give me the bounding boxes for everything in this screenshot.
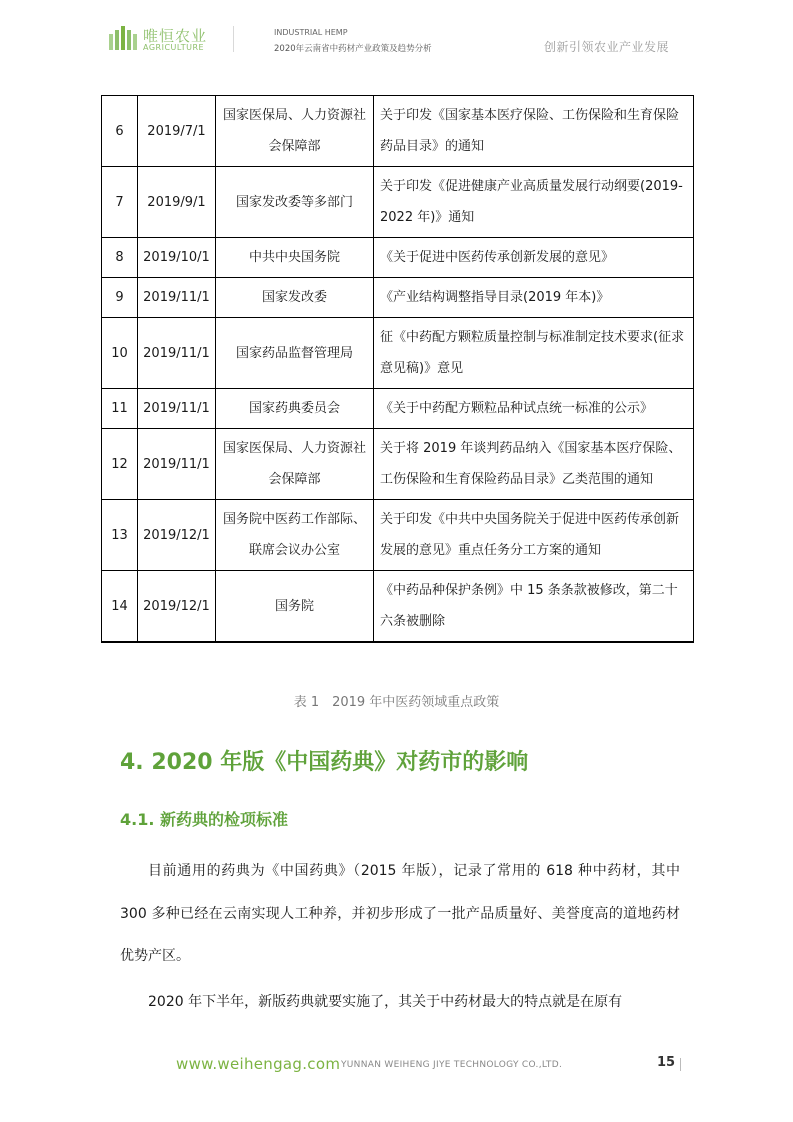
row-policy-title: 《中药品种保护条例》中 15 条条款被修改，第二十六条被删除 [374,571,694,643]
row-number: 11 [102,389,138,429]
row-date: 2019/9/1 [138,167,216,238]
page-number: 15 [657,1055,676,1070]
brand-name-en: AGRICULTURE [143,43,205,52]
brand-name: 唯恒农业 [143,27,208,45]
row-policy-title: 《产业结构调整指导目录(2019 年本)》 [374,278,694,318]
table-row [102,500,694,571]
table-row [102,167,694,238]
row-policy-title: 关于将 2019 年谈判药品纳入《国家基本医疗保险、工伤保险和生育保险药品目录》乙类范围的通知 [374,429,694,500]
section-heading: 4. 2020 年版《中国药典》对药市的影响 [120,750,529,775]
row-number: 12 [102,429,138,500]
row-department: 国家药品监督管理局 [216,318,374,389]
report-title-en: INDUSTRIAL HEMP [274,28,348,37]
row-number: 13 [102,500,138,571]
row-department: 中共中央国务院 [216,238,374,278]
table-row [102,238,694,278]
row-policy-title: 关于印发《国家基本医疗保险、工伤保险和生育保险药品目录》的通知 [374,96,694,167]
subsection-heading: 4.1. 新药典的检项标准 [120,810,288,829]
header-divider [233,26,234,52]
row-date: 2019/7/1 [138,96,216,167]
row-department: 国家发改委 [216,278,374,318]
table-caption: 表 1 2019 年中医药领域重点政策 [293,695,500,710]
report-title-cn: 2020年云南省中药材产业政策及趋势分析 [274,44,432,54]
footer-website-link[interactable]: www.weihengag.com [176,1055,341,1073]
row-date: 2019/11/1 [138,429,216,500]
row-department: 国家发改委等多部门 [216,167,374,238]
body-paragraph-1: 目前通用的药典为《中国药典》（2015 年版），记录了常用的 618 种中药材，其中 300 多种已经在云南实现人工种养，并初步形成了一批产品质量好、美誉度高的道地药材优势产区。 [120,863,680,964]
row-date: 2019/10/1 [138,238,216,278]
row-policy-title: 征《中药配方颗粒质量控制与标准制定技术要求(征求意见稿)》意见 [374,318,694,389]
table-row [102,389,694,429]
row-number: 7 [102,167,138,238]
row-policy-title: 关于印发《中共中央国务院关于促进中医药传承创新发展的意见》重点任务分工方案的通知 [374,500,694,571]
row-number: 8 [102,238,138,278]
body-paragraph-2: 2020 年下半年，新版药典就要实施了，其关于中药材最大的特点就是在原有 [148,994,623,1010]
row-policy-title: 《关于促进中医药传承创新发展的意见》 [374,238,694,278]
footer-company: YUNNAN WEIHENG JIYE TECHNOLOGY CO.,LTD. [341,1060,563,1070]
row-date: 2019/11/1 [138,389,216,429]
row-date: 2019/12/1 [138,571,216,643]
header-slogan: 创新引领农业产业发展 [543,40,669,54]
row-number: 10 [102,318,138,389]
table-row [102,429,694,500]
row-department: 国家医保局、人力资源社会保障部 [216,96,374,167]
row-policy-title: 关于印发《促进健康产业高质量发展行动纲要(2019-2022 年)》通知 [374,167,694,238]
row-date: 2019/11/1 [138,278,216,318]
row-department: 国家药典委员会 [216,389,374,429]
table-row [102,318,694,389]
policy-table [101,95,694,643]
row-date: 2019/12/1 [138,500,216,571]
row-number: 14 [102,571,138,643]
table-row [102,96,694,167]
company-logo-icon [108,24,138,52]
row-number: 9 [102,278,138,318]
row-department: 国务院中医药工作部际、联席会议办公室 [216,500,374,571]
row-department: 国务院 [216,571,374,643]
table-row [102,571,694,643]
row-date: 2019/11/1 [138,318,216,389]
policy-table-body [102,96,694,643]
row-department: 国家医保局、人力资源社会保障部 [216,429,374,500]
row-number: 6 [102,96,138,167]
footer-divider [680,1058,681,1071]
row-policy-title: 《关于中药配方颗粒品种试点统一标准的公示》 [374,389,694,429]
table-row [102,278,694,318]
